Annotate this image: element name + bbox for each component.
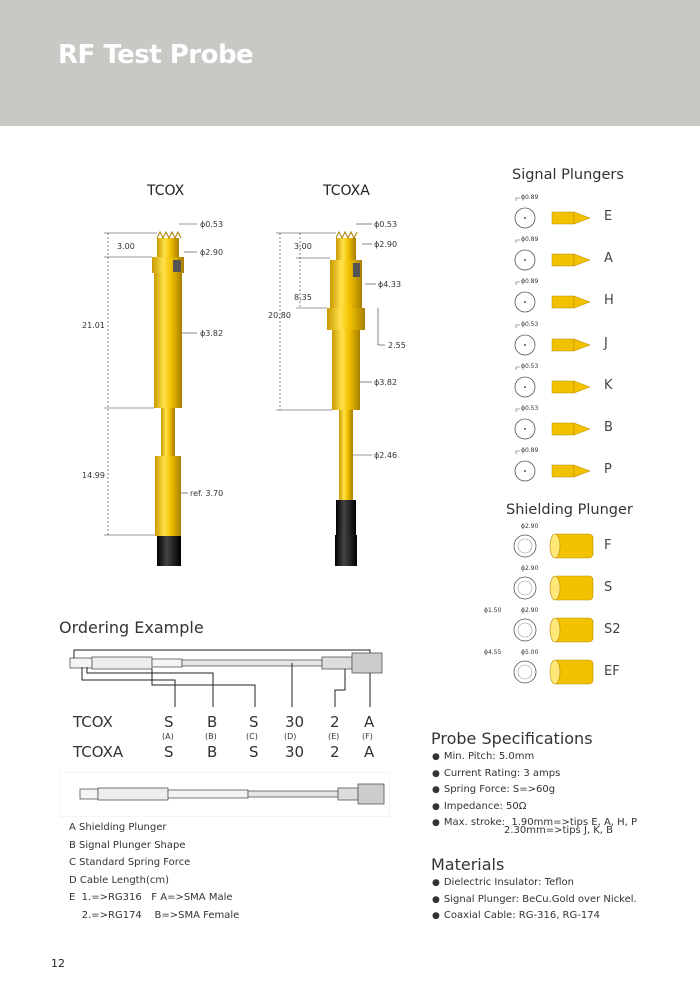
spec-item: ● Current Rating: 3 amps xyxy=(432,766,637,783)
tcoxa-probe xyxy=(327,232,365,566)
tcoxa-d2: ϕ2.90 xyxy=(374,240,398,249)
signal-plunger-dia: ϕ0.53 xyxy=(521,405,539,412)
legend-item: C Standard Spring Force xyxy=(69,857,191,869)
ordering-sub-label: (D) xyxy=(284,732,297,741)
ordering-row1-cell: TCOX xyxy=(73,713,113,731)
spec-item: ● Impedance: 50Ω xyxy=(432,799,637,816)
ordering-row2-cell: B xyxy=(207,743,218,761)
materials-title: Materials xyxy=(431,855,505,874)
legend-item: E 1.=>RG316 F A=>SMA Male xyxy=(69,892,233,904)
specs-title: Probe Specifications xyxy=(431,729,593,748)
signal-plunger-drawing xyxy=(505,448,605,486)
shielding-plunger-title: Shielding Plunger xyxy=(506,502,633,518)
signal-plunger-drawing xyxy=(505,406,605,444)
shielding-plunger-code: F xyxy=(604,538,612,553)
ordering-sub-label: (E) xyxy=(328,732,340,741)
signal-plunger-code: E xyxy=(604,209,613,224)
ordering-row2-cell: 30 xyxy=(285,743,305,761)
spec-item: ● Max. stroke: 1.90mm=>tips E, A, H, P xyxy=(432,815,637,832)
ordering-row2-cell: 2 xyxy=(330,743,340,761)
ordering-row2-cell: A xyxy=(364,743,375,761)
ordering-row1-cell: S xyxy=(249,713,259,731)
signal-plunger-code: J xyxy=(604,336,608,351)
signal-plunger-dia: ϕ0.89 xyxy=(521,278,539,285)
tcox-tip-dia: ϕ0.53 xyxy=(200,220,224,229)
tcoxa-lower-dia: ϕ2.46 xyxy=(374,451,398,460)
tcox-d1: 3.00 xyxy=(117,242,135,251)
page-number: 12 xyxy=(51,957,65,970)
signal-plunger-drawing xyxy=(505,322,605,360)
tcoxa-label: TCOXA xyxy=(323,183,370,199)
signal-plunger-code: A xyxy=(604,251,613,266)
shielding-plunger-drawing xyxy=(505,522,605,564)
tcoxa-dimension-lines xyxy=(276,224,385,455)
legend-item: B Signal Plunger Shape xyxy=(69,839,186,851)
shielding-plunger-code: EF xyxy=(604,664,620,679)
signal-plunger-drawing xyxy=(505,364,605,402)
tcoxa-tip-dia: ϕ0.53 xyxy=(374,220,398,229)
shielding-plunger-code: S xyxy=(604,580,613,595)
material-item: ● Dielectric Insulator: Teflon xyxy=(432,875,637,892)
shielding-plunger-drawing xyxy=(505,564,605,606)
tcox-label: TCOX xyxy=(147,183,185,199)
ordering-title: Ordering Example xyxy=(59,618,204,637)
legend-item: D Cable Length(cm) xyxy=(69,874,169,886)
ordering-row2-cell: S xyxy=(164,743,174,761)
ordering-row2-cell: TCOXA xyxy=(73,743,124,761)
legend-item: A Shielding Plunger xyxy=(69,822,167,833)
shielding-plunger-drawing xyxy=(505,606,605,648)
tcox-body-dia: ϕ3.82 xyxy=(200,329,224,338)
tcox-ref: ref. 3.70 xyxy=(190,489,224,498)
signal-plunger-code: P xyxy=(604,462,612,477)
shielding-plunger-dia: ϕ2.90 xyxy=(521,607,539,614)
page-title: RF Test Probe xyxy=(58,40,254,70)
signal-plunger-dia: ϕ0.53 xyxy=(521,363,539,370)
tcoxa-body-dia: ϕ3.82 xyxy=(374,378,398,387)
specs-stroke-continuation: 2.30mm=>tips J, K, B xyxy=(504,825,614,836)
signal-plunger-drawing xyxy=(505,195,605,233)
signal-plunger-dia: ϕ0.89 xyxy=(521,194,539,201)
ordering-sub-label: (F) xyxy=(362,732,373,741)
signal-plunger-code: B xyxy=(604,420,613,435)
ordering-sub-label: (C) xyxy=(246,732,258,741)
spec-item: ● Min. Pitch: 5.0mm xyxy=(432,749,637,766)
ordering-row1-cell: A xyxy=(364,713,375,731)
material-item: ● Signal Plunger: BeCu.Gold over Nickel. xyxy=(432,892,637,909)
ordering-row1-cell: 2 xyxy=(330,713,340,731)
tcoxa-d4: ϕ4.33 xyxy=(378,280,402,289)
tcoxa-d1: 3.00 xyxy=(294,242,312,251)
signal-plunger-code: K xyxy=(604,378,613,393)
materials-list xyxy=(432,875,637,925)
ordering-row1-cell: S xyxy=(164,713,174,731)
ordering-sub-label: (A) xyxy=(162,732,174,741)
specs-list xyxy=(432,749,637,832)
material-item: ● Coaxial Cable: RG-316, RG-174 xyxy=(432,908,637,925)
ordering-cable-diagram-1 xyxy=(60,645,390,710)
signal-plunger-dia: ϕ0.53 xyxy=(521,321,539,328)
ordering-row2-cell: S xyxy=(249,743,259,761)
shielding-plunger-inner-dia: ϕ4.55 xyxy=(484,649,502,656)
shielding-plunger-dia: ϕ5.00 xyxy=(521,649,539,656)
ordering-sub-label: (B) xyxy=(205,732,217,741)
signal-plunger-drawing xyxy=(505,237,605,275)
signal-plungers-title: Signal Plungers xyxy=(512,167,624,183)
page-header xyxy=(0,0,700,126)
ordering-row1-cell: 30 xyxy=(285,713,305,731)
signal-plunger-dia: ϕ0.89 xyxy=(521,236,539,243)
ordering-legend xyxy=(69,819,239,925)
shielding-plunger-dia: ϕ2.90 xyxy=(521,565,539,572)
tcoxa-total: 20.80 xyxy=(268,311,291,320)
tcox-lower-len: 14.99 xyxy=(82,471,105,480)
ordering-cable-diagram-2 xyxy=(60,772,390,817)
probe-drawings xyxy=(60,200,420,590)
tcox-probe xyxy=(152,232,184,566)
shielding-plunger-inner-dia: ϕ1.50 xyxy=(484,607,502,614)
signal-plunger-code: H xyxy=(604,293,614,308)
tcoxa-d3: 8.35 xyxy=(294,293,312,302)
tcoxa-d5: 2.55 xyxy=(388,341,406,350)
ordering-row1-cell: B xyxy=(207,713,218,731)
shielding-plunger-dia: ϕ2.90 xyxy=(521,523,539,530)
spec-item: ● Spring Force: S=>60g xyxy=(432,782,637,799)
shielding-plunger-drawing xyxy=(505,648,605,690)
tcox-body-len: 21.01 xyxy=(82,321,105,330)
legend-item: 2.=>RG174 B=>SMA Female xyxy=(69,909,240,921)
tcox-d2: ϕ2.90 xyxy=(200,248,224,257)
signal-plunger-drawing xyxy=(505,279,605,317)
signal-plunger-dia: ϕ0.89 xyxy=(521,447,539,454)
shielding-plunger-code: S2 xyxy=(604,622,621,637)
